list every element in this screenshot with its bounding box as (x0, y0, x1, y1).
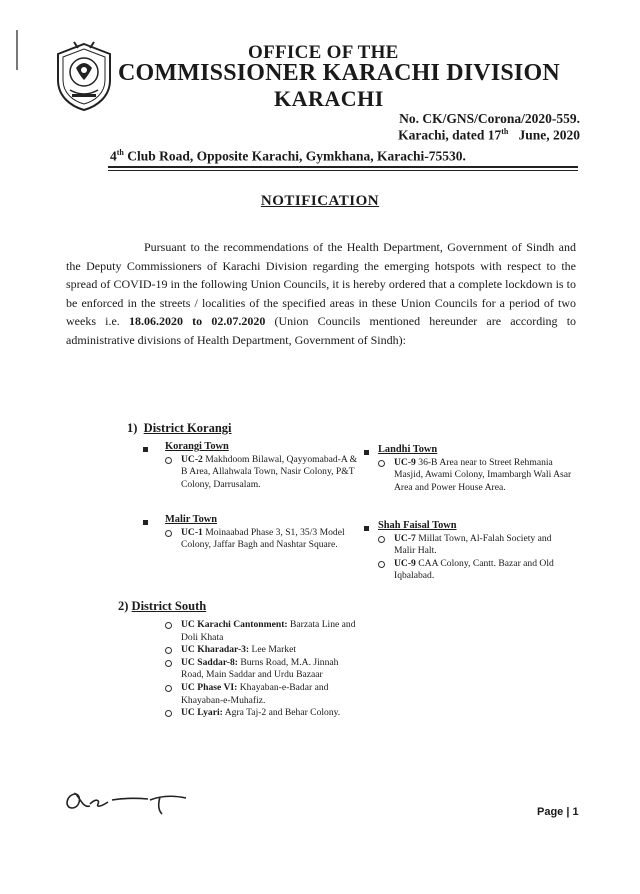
list-item: UC-2 Makhdoom Bilawal, Qayyomabad-A & B Area, Allahwala Town, Nasir Colony, P&T Colony, Darrusalam. (165, 454, 361, 492)
list-item: UC Saddar-8: Burns Road, M.A. Jinnah Road, Main Saddar and Urdu Bazaar (165, 657, 361, 682)
town-block-malir (165, 514, 361, 552)
bullet-icon (165, 530, 172, 537)
bullet-icon (165, 710, 172, 717)
bullet-icon (165, 647, 172, 654)
town-name: Malir Town (165, 514, 218, 525)
list-item: UC Kharadar-3: Lee Market (165, 644, 361, 657)
bullet-icon (378, 536, 385, 543)
town-bullet (364, 450, 369, 455)
town-name: Landhi Town (378, 444, 438, 455)
header-rule (108, 166, 578, 168)
office-address: 4th Club Road, Opposite Karachi, Gymkhana, Karachi-75530. (110, 148, 466, 164)
town-name: Shah Faisal Town (378, 520, 457, 531)
district-south-list (165, 619, 361, 720)
list-item: UC-9 36-B Area near to Street Rehmania Masjid, Awami Colony, Imambargh Wali Asar Area and Power House Area. (378, 457, 574, 495)
bullet-icon (165, 660, 172, 667)
list-item: UC Phase VI: Khayaban-e-Badar and Khayaban-e-Muhafiz. (165, 682, 361, 707)
bullet-icon (165, 457, 172, 464)
bullet-icon (378, 460, 385, 467)
town-bullet (364, 526, 369, 531)
bullet-icon (378, 561, 385, 568)
town-name: Korangi Town (165, 441, 229, 452)
town-block-shah-faisal (378, 520, 574, 583)
list-item: UC Lyari: Agra Taj-2 and Behar Colony. (165, 707, 361, 720)
header-rule-thin (108, 170, 578, 171)
notification-heading: NOTIFICATION (260, 193, 380, 209)
reference-number: No. CK/GNS/Corona/2020-559. (399, 111, 580, 126)
signature-icon (62, 786, 192, 816)
government-seal-icon (52, 40, 116, 112)
bullet-icon (165, 622, 172, 629)
notification-body: Pursuant to the recommendations of the Health Department, Government of Sindh and the Deputy Commissioners of Karachi Division regarding the emerging hotspots with respect to the spread of COVID-19 in the following Union Councils, it is hereby ordered that a complete lockdown is to be enforced in the streets / localities of the specified areas in these Union Councils for a period of two weeks i.e. 18.06.2020 to 02.07.2020 (Union Councils mentioned hereunder are according to administrative divisions of Health Department, Government of Sindh): (66, 240, 577, 347)
list-item: UC-9 CAA Colony, Cantt. Bazar and Old Iqbalabad. (378, 558, 574, 583)
city-title: KARACHI (274, 86, 384, 111)
issue-date: Karachi, dated 17th June, 2020 (398, 127, 580, 143)
list-item: UC Karachi Cantonment: Barzata Line and Doli Khata (165, 619, 361, 644)
list-item: UC-7 Millat Town, Al-Falah Society and Malir Halt. (378, 533, 574, 558)
list-item: UC-1 Moinaabad Phase 3, S1, 35/3 Model Colony, Jaffar Bagh and Nashtar Square. (165, 527, 361, 552)
commissioner-title: COMMISSIONER KARACHI DIVISION (118, 60, 560, 86)
section-district-korangi: 1) District Korangi (127, 421, 232, 435)
bullet-icon (165, 685, 172, 692)
town-bullet (143, 520, 148, 525)
section-district-south: 2) District South (118, 599, 207, 613)
town-bullet (143, 447, 148, 452)
office-title: OFFICE OF THE (248, 42, 399, 63)
town-block-landhi (378, 444, 574, 494)
margin-mark (16, 30, 18, 70)
page-number: Page | 1 (537, 806, 579, 818)
town-block-korangi (165, 441, 361, 491)
